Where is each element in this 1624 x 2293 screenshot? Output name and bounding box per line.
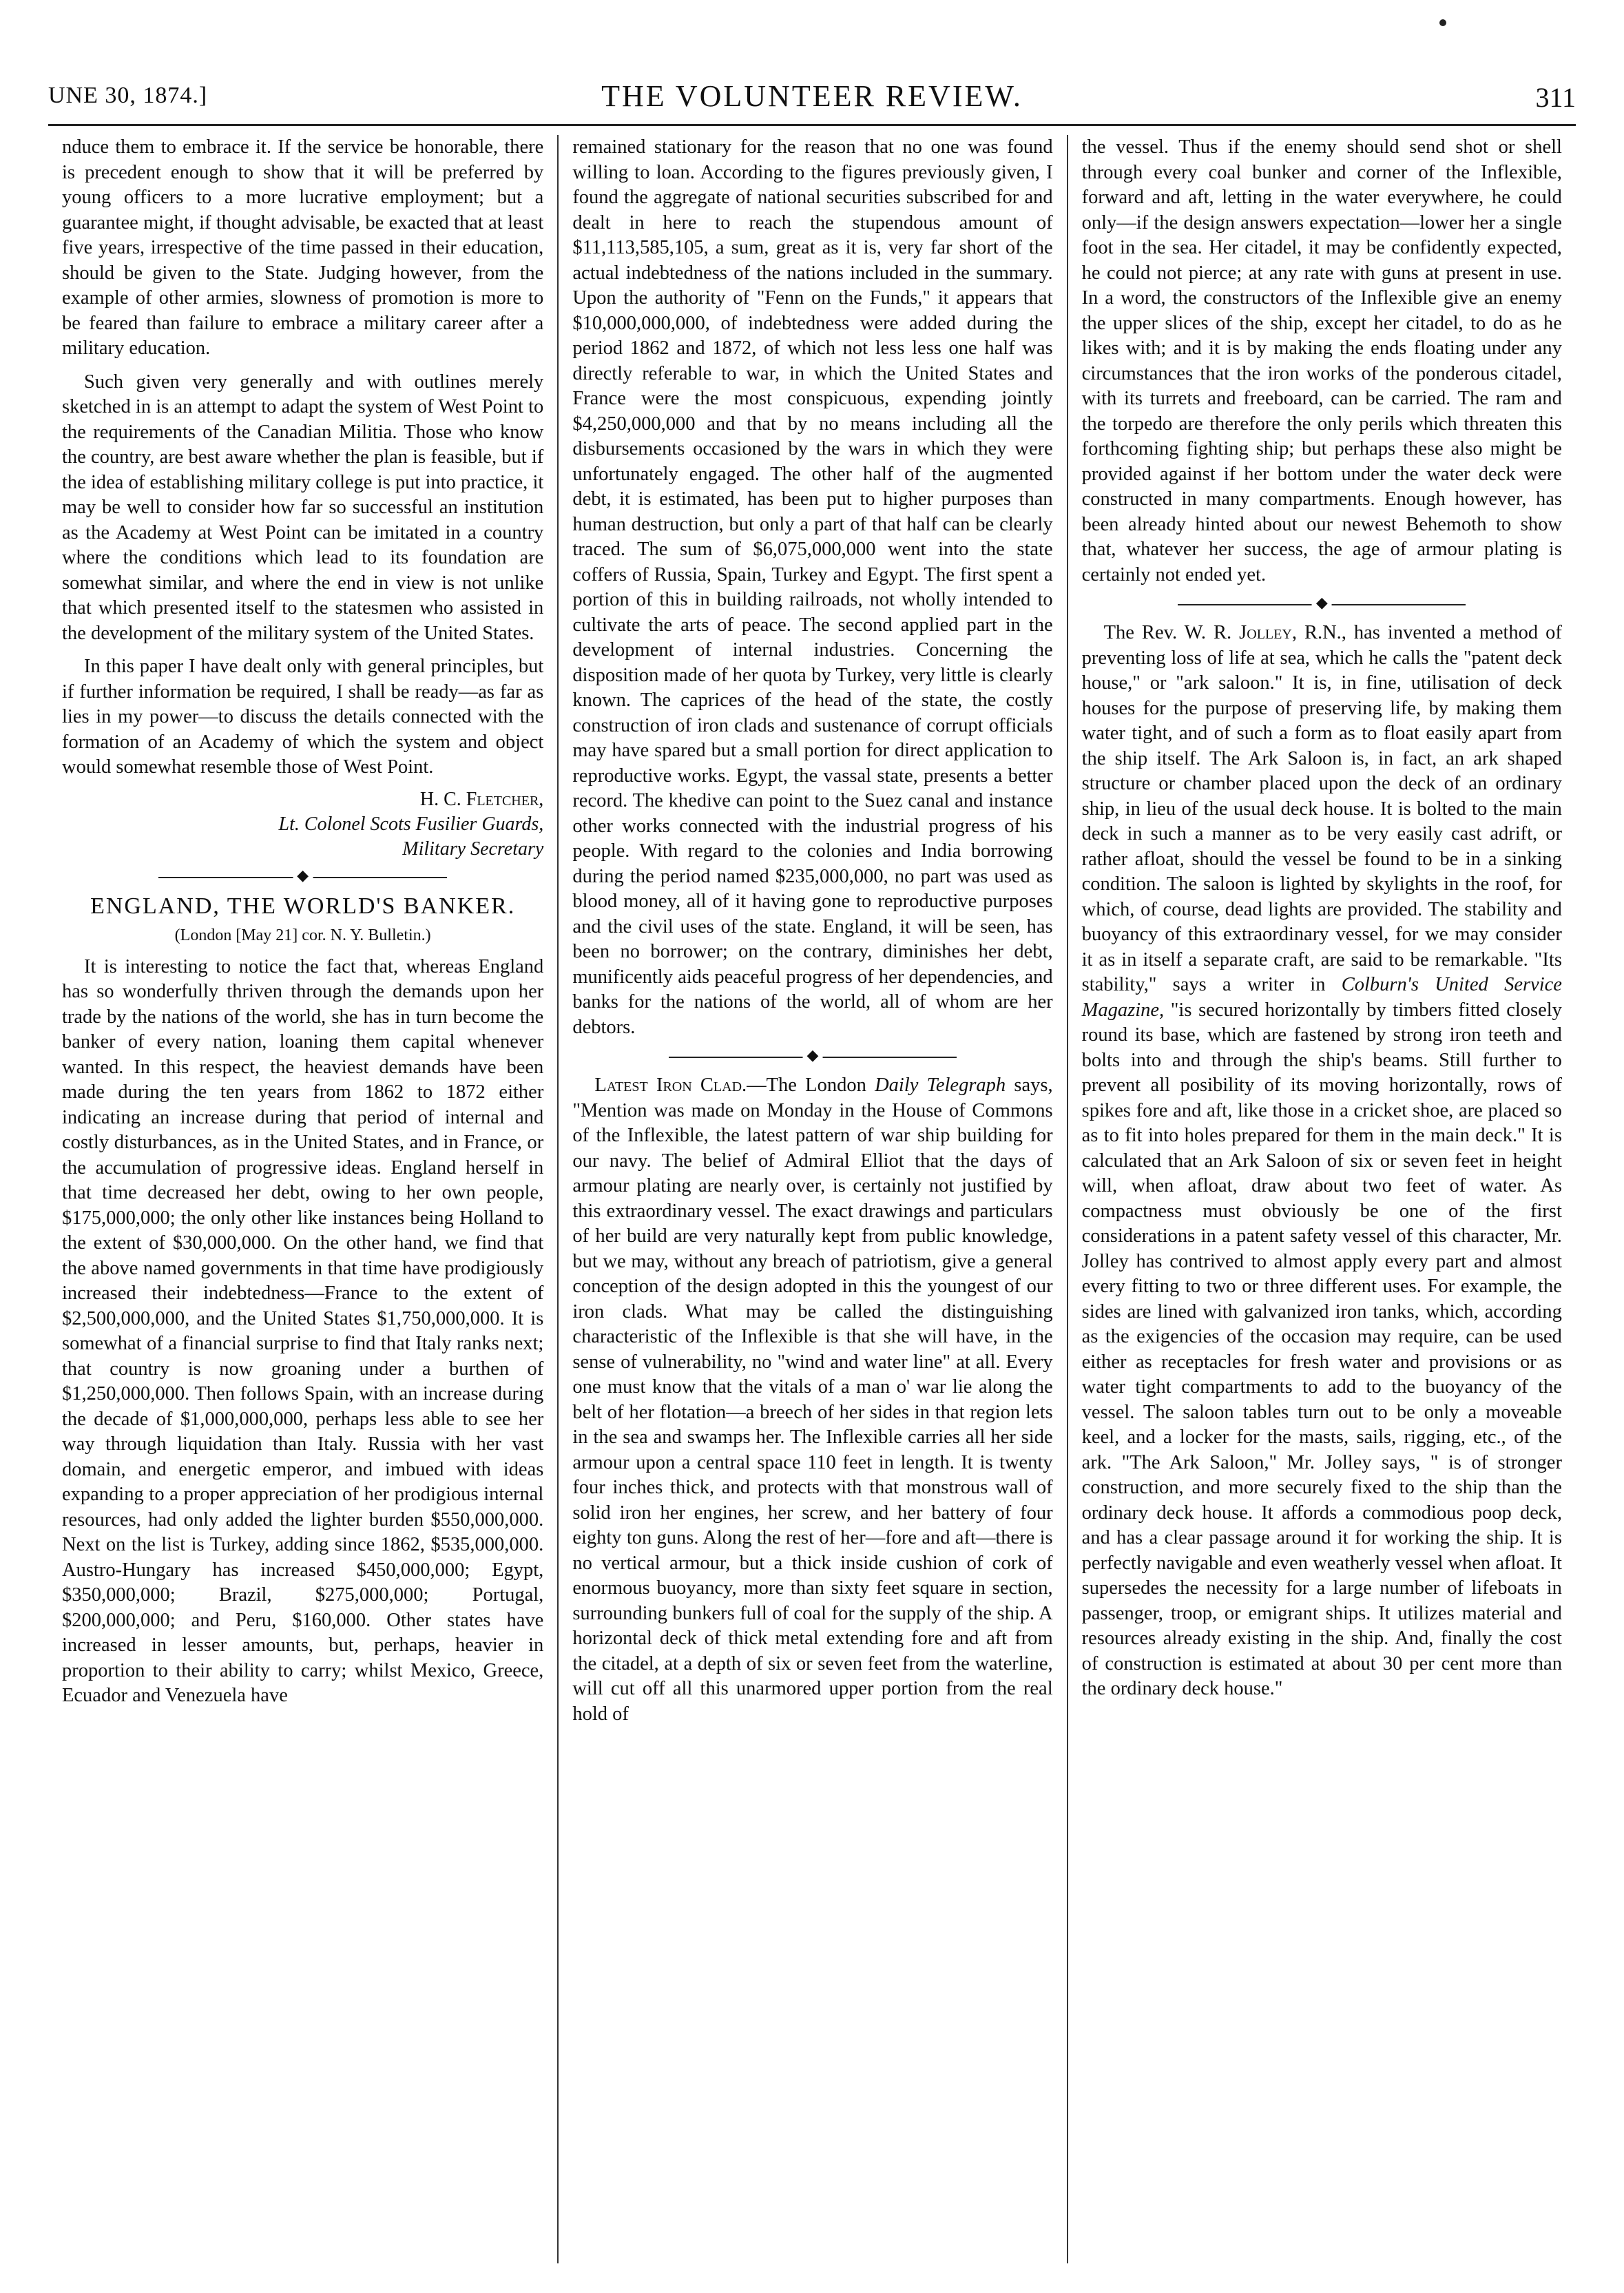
newspaper-name: Daily Telegraph bbox=[875, 1075, 1006, 1096]
item-text: —The London bbox=[747, 1075, 875, 1096]
item-text: "is secured horizontally by timbers fitted closely round its base, which are fastened by strong iron teeth and bolts into and through the ship's beams. Still further to prevent all posibility of its moving horizontally, rows of spikes fore and aft, like those in a cricket shoe, are placed so as to fit into holes prepared for them in the main deck." It is calculated that an Ark Saloon of six or seven feet in height will, when afloat, draw about two feet of water. As compactness must obviously be one of the first considerations in a patent safety vessel of this character, Mr. Jolley has contrived to almost apply every part and almost every fitting to two or three different uses. For example, the sides are lined with galvanized iron tanks, which, according as the exigencies of the occasion may require, can be used either as receptacles for fresh water and provisions or as water tight compartments to add to the buoyancy of the vessel. The saloon tables turn out to be only a moveable keel, and a locker for the masts, sails, rigging, etc., of the ark. "The Ark Saloon," Mr. Jolley says, " is of stronger construction, and more securely fixed to the ship than the ordinary deck house. It affords a commodious poop deck, and has a clear passage around it for working the ship. It is perfectly navigable and even weatherly vessel when afloat. It supersedes the necessity for a large number of lifeboats in passenger, troop, or emigrant ships. It utilizes material and resources already existing in the ship. And, finally the cost of construction is estimated at about 30 per cent more than the ordinary deck house." bbox=[1081, 999, 1562, 1699]
page-header bbox=[48, 76, 1576, 126]
article-paragraph: remained stationary for the reason that no one was found willing to loan. According to the figures previously given, I found the aggregate of national securities subscribed for and dealt in here to reach the stupendous amount of $11,113,585,105, a sum, great as it is, very far short of the actual indebtedness of the nations included in the summary. Upon the authority of "Fenn on the Funds," it appears that $10,000,000,000, of indebtedness were added during the period 1862 and 1872, of which not less less one half was directly referable to war, in which the United States and France were the most conspicuous, expending jointly $4,250,000,000 and that by no means including all the disbursements occasioned by the wars in which they were unfortunately engaged. The other half of the augmented debt, it is estimated, has been put to higher purposes than human destruction, but only a part of that half can be clearly traced. The sum of $6,075,000,000 went into the state coffers of Russia, Spain, Turkey and Egypt. The first spent a portion of this in building railroads, not wholly intended to cultivate the arts of peace. The second applied part in the development of internal industries. Concerning the disposition made of her quota by Turkey, very little is clearly known. The caprices of the head of the state, the costly construction of iron clads and sustenance of corrupt officials may have spared but a small portion for direct application to reproductive works. Egypt, the vassal state, presents a better record. The khedive can point to the Suez canal and instance other works connected with the industrial progress of his people. With regard to the colonies and India borrowing during the period named $235,000,000, no part was used as blood money, all of it having gone to reproductive purposes and the civil uses of the state. England, it will be seen, has been no borrower; on the contrary, diminishes her debt, munificently aids peaceful progress of her dependencies, and banks for the nations of the world, all of whom are her debtors. bbox=[572, 136, 1053, 1038]
item-text: The Rev. W. R. bbox=[1103, 622, 1240, 643]
section-divider bbox=[158, 877, 448, 878]
article-paragraph: nduce them to embrace it. If the service be honorable, there is precedent enough to show that it will be preferred by young officers to a more lucrative employment; but a guarantee might, if thought advisable, be exacted that at least five years, irrespective of the time passed in their education, should be given to the State. Judging however, from the example of other armies, slowness of promotion is more to be feared than failure to embrace a military career after a military education. bbox=[62, 136, 544, 359]
item-text: says, "Mention was made on Monday in the House of Commons of the Inflexible, the latest pattern of war ship building for our navy. The belief of Admiral Elliot that the days of armour plating are nearly over, is certainly not justified by this extraordinary vessel. The exact drawings and particulars of her build are very naturally kept from public knowledge, but we may, without any breach of patriotism, give a general conception of the design adopted in this the youngest of our iron clads. What may be called the distinguishing characteristic of the Inflexible is that she will have, in the sense of vulnerability, no "wind and water line" at all. Every one must know that the vitals of a man o' war lie along the belt of her flotation—a breech of her sides in that region lets in the sea and swamps her. The Inflexible carries all her side armour upon a central space 110 feet in length. It is twenty four inches thick, and protects with that monstrous wall of solid iron her engines, her screw, and her battery of four eighty ton guns. Along the rest of her—fore and aft—there is no vertical armour, but a thick inside cushion of cork of enormous buoyancy, more than sixty feet square in section, surrounding bunkers full of coal for the supply of the ship. A horizontal deck of thick metal extending fore and aft from the citadel, at a depth of six or seven feet from the waterline, will cut off all this unarmored upper portion from the real hold of bbox=[572, 1075, 1053, 1725]
article-paragraph: It is interesting to notice the fact that, whereas England has so wonderfully thriven through the demands upon her trade by the nations of the world, she has in turn become the banker of every nation, loaning them capital whenever wanted. In this respect, the heaviest demands have been made during the ten years from 1862 to 1872 either indicating an increase during that period of internal and costly disturbances, as in the United States, and in France, or the accumulation of progressive ideas. England herself in that time decreased her debt, owing to her own people, $175,000,000; the only other like instances being Holland to the extent of $30,000,000. On the other hand, we find that the above named governments in that time have prodigiously increased their indebtedness—France to the extent of $2,500,000,000, and the United States $1,750,000,000. It is somewhat of a financial surprise to find that Italy ranks next; that country is now groaning under a burthen of $1,250,000,000. Then follows Spain, with an increase during the decade of $1,000,000,000, perhaps less able to see her way through liquidation than Italy. Russia with her vast domain, and energetic emperor, and imbued with ideas expanding to a proper appreciation of her prodigious internal resources, had only added the lighter burden $550,000,000. Next on the list is Turkey, adding since 1862, $535,000,000. Austro-Hungary has increased $450,000,000; Egypt, $350,000,000; Brazil, $275,000,000; Portugal, $200,000,000; and Peru, $160,000. Other states have increased in lesser amounts, but, perhaps, heavier in proportion to their ability to carry; whilst Mexico, Greece, Ecuador and Venezuela have bbox=[62, 955, 544, 1706]
article-paragraph: the vessel. Thus if the enemy should send shot or shell through every coal bunker and corner of the Inflexible, forward and aft, letting in the water everywhere, he could only—if the design answers expectation—lower her a single foot in the sea. Her citadel, it may be confidently expected, he could not pierce; at any rate with guns at present in use. In a word, the constructors of the Inflexible give an enemy the upper slices of the ship, except her citadel, to do as he likes with; and it is by making the ends floating under any circumstances that the iron works of the ponderous citadel, with its turrets and freeboard, can be carried. The ram and the torpedo are therefore the only perils which threaten this forthcoming fighting ship; but perhaps these also might be provided against if her bottom under the water deck were constructed in many compartments. Enough however, has been already hinted about our newest Behemoth to show that, whatever her success, the age of armour plating is certainly not ended yet. bbox=[1081, 136, 1562, 585]
column-3 bbox=[1067, 135, 1576, 2263]
item-lead: Latest Iron Clad. bbox=[594, 1075, 747, 1096]
item-text: , R.N., has invented a method of preventing loss of life at sea, which he calls the "patent deck house," or "ark saloon." It is, in fine, utilisation of deck houses for the purpose of preserving life, by making them water tight, and of such a form as to float easily apart from the ship itself. The Ark Saloon is, in fact, an ark shaped structure or chamber placed upon the deck of an ordinary ship, in lieu of the usual deck house. It is bolted to the main deck in such a manner as to be very easily cast adrift, or rather afloat, should the vessel be found to be in a sinking condition. The saloon is lighted by skylights in the roof, for which, of course, dead lights are provided. The stability and buoyancy of this extraordinary vessel, for we may consider it as in itself a separate craft, are said to be remarkable. "Its stability," says a writer in bbox=[1081, 622, 1562, 995]
section-divider bbox=[1178, 604, 1466, 605]
article-paragraph: In this paper I have dealt only with general principles, but if further information be required, I shall be ready—as far as lies in my power—to discuss the details connected with the formation of an Academy of which the system and object would somewhat resemble those of West Point. bbox=[62, 656, 544, 778]
column-2 bbox=[557, 135, 1066, 2263]
page-number: 311 bbox=[1535, 82, 1576, 113]
article-paragraph bbox=[572, 1073, 1052, 1727]
article-heading: ENGLAND, THE WORLD'S BANKER. bbox=[90, 893, 516, 919]
header-date: UNE 30, 1874.] bbox=[48, 83, 208, 108]
inventor-name: Jolley bbox=[1239, 622, 1292, 643]
article-dateline: (London [May 21] cor. N. Y. Bulletin.) bbox=[174, 926, 431, 944]
magazine-name: Colburn's United Service Magazine, bbox=[1081, 974, 1562, 1021]
printer-dot bbox=[1439, 19, 1446, 26]
signature-role: Military Secretary bbox=[402, 838, 544, 860]
section-divider bbox=[669, 1057, 957, 1058]
signature-name: H. C. Fletcher, bbox=[419, 788, 544, 810]
article-paragraph: Such given very generally and with outlines merely sketched in is an attempt to adapt the system of West Point to the requirements of the Canadian Militia. Those who know the country, are best aware whether the plan is feasible, but if the idea of establishing military college is put into practice, it may be well to consider how far so successful an institution as the Academy at West Point can be imitated in a country where the conditions which lead to its foundation are somewhat similar, and where the end in view is not unlike that which presented itself to the statesmen who assisted in the development of the military system of the United States. bbox=[62, 371, 544, 644]
article-paragraph bbox=[1082, 621, 1562, 1702]
masthead-title: THE VOLUNTEER REVIEW. bbox=[601, 79, 1023, 113]
article-columns bbox=[48, 135, 1576, 2263]
column-1 bbox=[48, 135, 557, 2263]
signature-rank: Lt. Colonel Scots Fusilier Guards, bbox=[278, 813, 544, 835]
